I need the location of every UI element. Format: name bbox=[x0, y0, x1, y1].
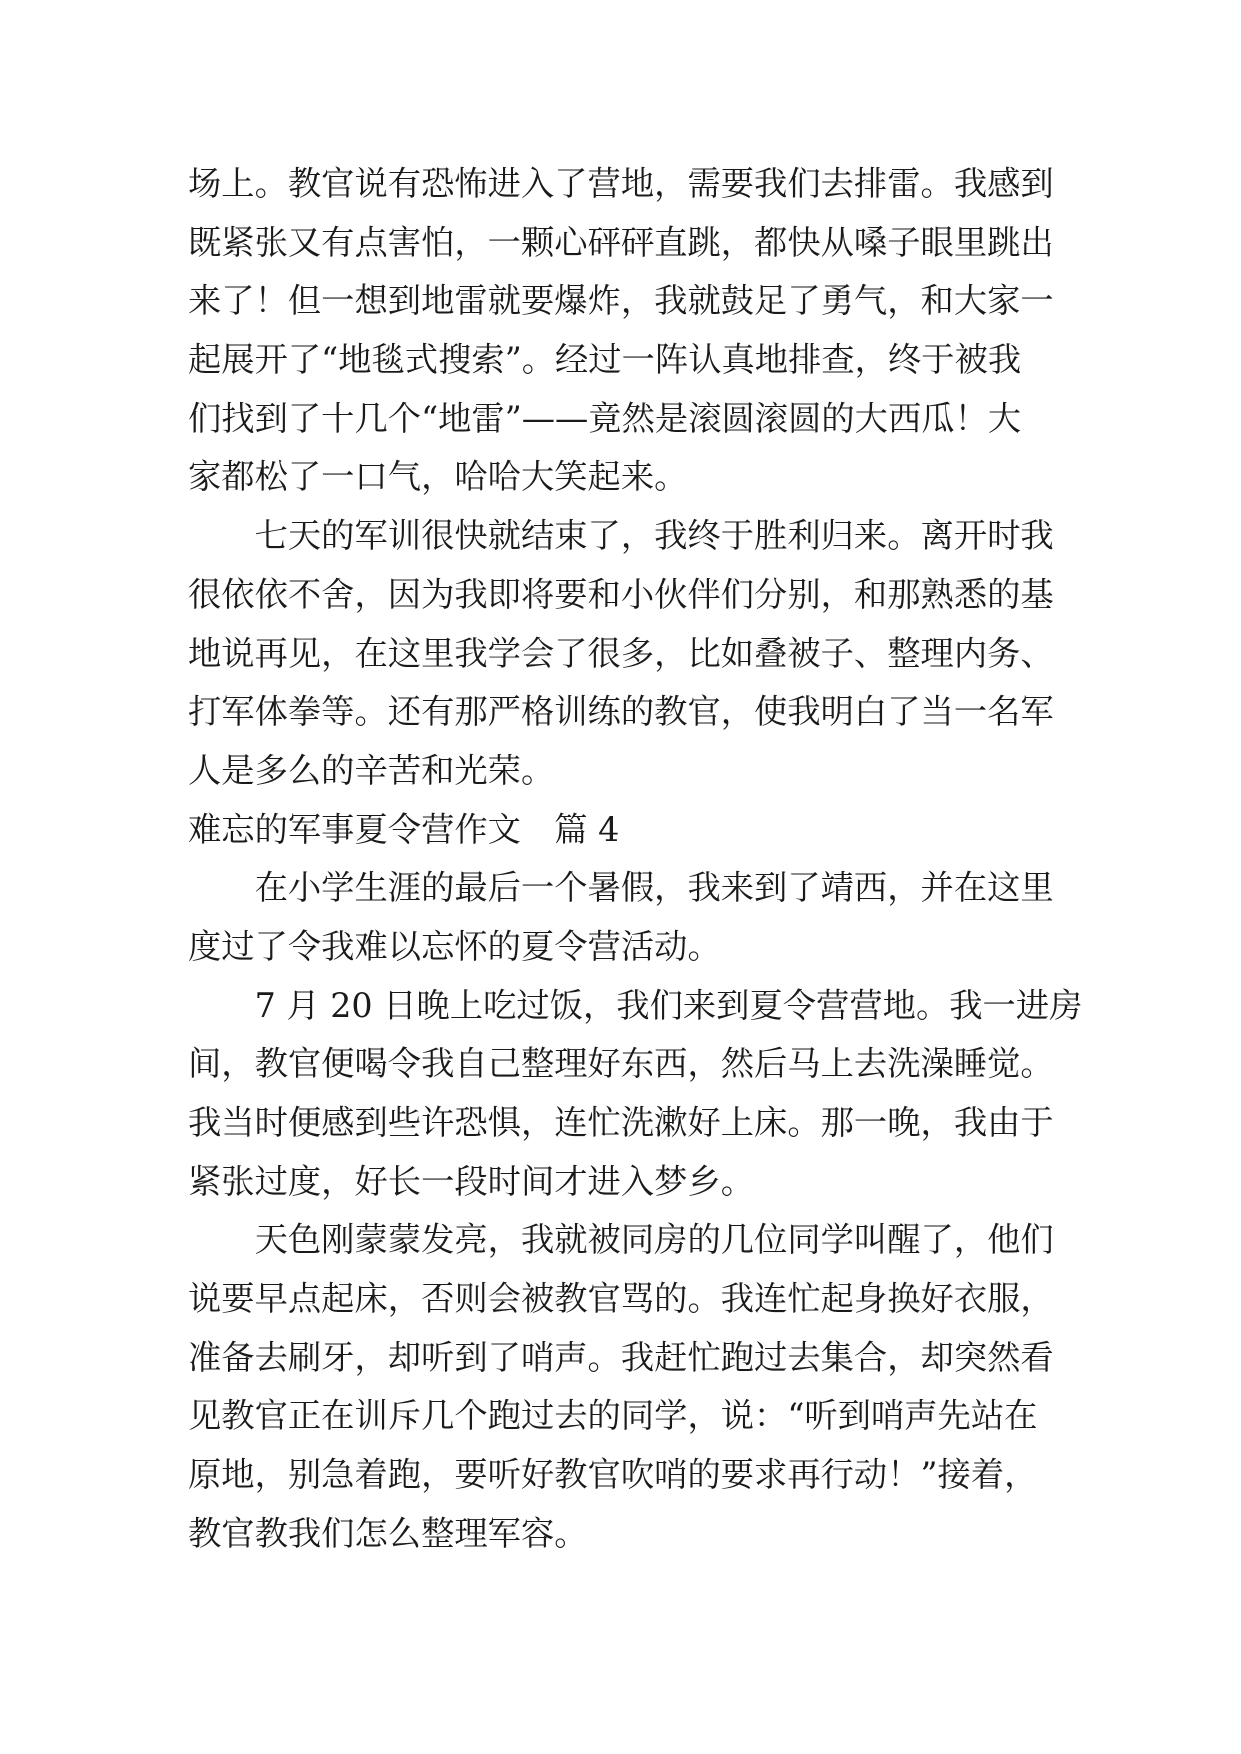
section-heading bbox=[188, 801, 1088, 860]
text-line: 家都松了一口气，哈哈大笑起来。 bbox=[188, 457, 688, 497]
text-line: 原地，别急着跑，要听好教官吹哨的要求再行动！”接着， bbox=[188, 1455, 1038, 1495]
paragraph bbox=[188, 155, 1088, 507]
text-line: 度过了令我难以忘怀的夏令营活动。 bbox=[188, 926, 721, 966]
section-heading-line: 难忘的军事夏令营作文 篇 4 bbox=[188, 809, 620, 849]
text-line: 很依依不舍，因为我即将要和小伙伴们分别，和那熟悉的基 bbox=[188, 574, 1054, 614]
text-line: 天色刚蒙蒙发亮，我就被同房的几位同学叫醒了，他们 bbox=[254, 1220, 1054, 1260]
text-line: 我当时便感到些许恐惧，连忙洗漱好上床。那一晚，我由于 bbox=[188, 1103, 1054, 1142]
paragraph bbox=[188, 859, 1088, 976]
text-line: 地说再见，在这里我学会了很多，比如叠被子、整理内务、 bbox=[188, 633, 1054, 673]
paragraph bbox=[188, 1211, 1088, 1563]
text-line: 人是多么的辛苦和光荣。 bbox=[188, 750, 555, 790]
text-line: 准备去刷牙，却听到了哨声。我赶忙跑过去集合，却突然看 bbox=[188, 1337, 1054, 1377]
text-line: 间，教官便喝令我自己整理好东西，然后马上去洗澡睡觉。 bbox=[188, 1044, 1054, 1084]
text-line: 七天的军训很快就结束了，我终于胜利归来。离开时我 bbox=[254, 516, 1054, 556]
text-line: 打军体拳等。还有那严格训练的教官，使我明白了当一名军 bbox=[188, 692, 1054, 732]
text-line: 来了！但一想到地雷就要爆炸，我就鼓足了勇气，和大家一 bbox=[188, 281, 1054, 321]
text-line: 起展开了“地毯式搜索”。经过一阵认真地排查，终于被我 bbox=[188, 340, 1022, 380]
text-line: 场上。教官说有恐怖进入了营地，需要我们去排雷。我感到 bbox=[188, 164, 1054, 203]
text-line: 教官教我们怎么整理军容。 bbox=[188, 1513, 588, 1553]
text-line: 7 月 20 日晚上吃过饭，我们来到夏令营营地。我一进房 bbox=[254, 985, 1083, 1025]
essay-text-block bbox=[188, 155, 1088, 1564]
paragraph bbox=[188, 977, 1088, 1212]
text-line: 紧张过度，好长一段时间才进入梦乡。 bbox=[188, 1161, 755, 1201]
text-line: 们找到了十几个“地雷”——竟然是滚圆滚圆的大西瓜！大 bbox=[188, 398, 1022, 438]
text-line: 在小学生涯的最后一个暑假，我来到了靖西，并在这里 bbox=[254, 868, 1054, 908]
paragraph bbox=[188, 507, 1088, 800]
text-line: 见教官正在训斥几个跑过去的同学，说：“听到哨声先站在 bbox=[188, 1396, 1038, 1436]
text-line: 说要早点起床，否则会被教官骂的。我连忙起身换好衣服， bbox=[188, 1279, 1054, 1319]
text-line: 既紧张又有点害怕，一颗心砰砰直跳，都快从嗓子眼里跳出 bbox=[188, 222, 1054, 262]
